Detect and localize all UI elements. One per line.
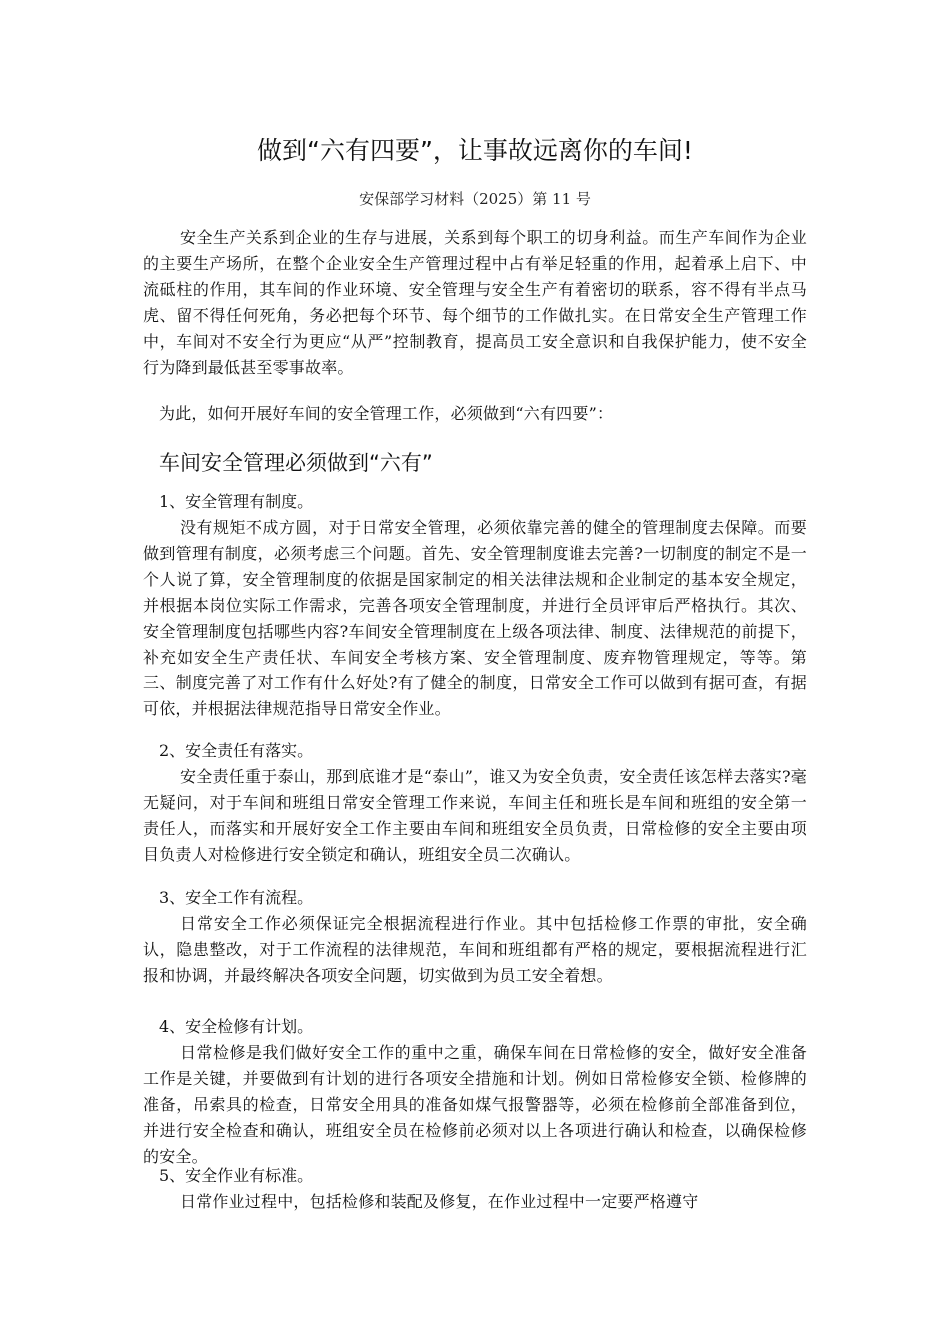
item-2-text: 安全责任重于泰山，那到底谁才是“泰山”，谁又为安全负责，安全责任该怎样去落实?毫无疑问，对于车间和班组日常安全管理工作来说，车间主任和班长是车间和班组的安全第一责任人，而落实和开展好安全工作主要由车间和班组安全员负责，日常检修的安全主要由项目负责人对检修进行安全锁定和确认，班组安全员二次确认。 xyxy=(143,767,807,864)
item-1-text: 没有规矩不成方圆，对于日常安全管理，必须依靠完善的健全的管理制度去保障。而要做到管理有制度，必须考虑三个问题。首先、安全管理制度谁去完善?一切制度的制定不是一个人说了算，安全管理制度的依据是国家制定的相关法律法规和企业制定的基本安全规定，并根据本岗位实际工作需求，完善各项安全管理制度，并进行全员评审后严格执行。其次、安全管理制度包括哪些内容?车间安全管理制度在上级各项法律、制度、法律规范的前提下，补充如安全生产责任状、车间安全考核方案、安全管理制度、废弃物管理规定，等等。第三、制度完善了对工作有什么好处?有了健全的制度，日常安全工作可以做到有据可查，有据可依，并根据法律规范指导日常安全作业。 xyxy=(143,518,807,719)
item-3-heading: 3、安全工作有流程。 xyxy=(159,888,314,907)
lead-paragraph: 为此，如何开展好车间的安全管理工作，必须做到“六有四要”： xyxy=(159,404,614,423)
item-4-text: 日常检修是我们做好安全工作的重中之重，确保车间在日常检修的安全，做好安全准备工作是关键，并要做到有计划的进行各项安全措施和计划。例如日常检修安全锁、检修牌的准备，吊索具的检查，日常安全用具的准备如煤气报警器等，必须在检修前全部准备到位，并进行安全检查和确认，班组安全员在检修前必须对以上各项进行确认和检查，以确保检修的安全。 xyxy=(143,1043,807,1166)
item-5-heading: 5、安全作业有标准。 xyxy=(159,1166,314,1185)
item-4-heading: 4、安全检修有计划。 xyxy=(159,1017,314,1036)
document-title: 做到“六有四要”，让事故远离你的车间! xyxy=(257,136,693,165)
section-heading: 车间安全管理必须做到“六有” xyxy=(159,451,433,475)
item-1-heading: 1、安全管理有制度。 xyxy=(159,492,314,511)
item-5-text: 日常作业过程中，包括检修和装配及修复，在作业过程中一定要严格遵守 xyxy=(180,1192,699,1211)
item-2-heading: 2、安全责任有落实。 xyxy=(159,741,314,760)
intro-paragraph: 安全生产关系到企业的生存与进展，关系到每个职工的切身利益。而生产车间作为企业的主要生产场所，在整个企业安全生产管理过程中占有举足轻重的作用，起着承上启下、中流砥柱的作用，其车间的作业环境、安全管理与安全生产有着密切的联系，容不得有半点马虎、留不得任何死角，务必把每个环节、每个细节的工作做扎实。在日常安全生产管理工作中，车间对不安全行为更应“从严”控制教育，提高员工安全意识和自我保护能力，使不安全行为降到最低甚至零事故率。 xyxy=(143,228,807,377)
document-subtitle: 安保部学习材料（2025）第 11 号 xyxy=(359,190,591,208)
item-3-text: 日常安全工作必须保证完全根据流程进行作业。其中包括检修工作票的审批，安全确认，隐患整改，对于工作流程的法律规范，车间和班组都有严格的规定，要根据流程进行汇报和协调，并最终解决各项安全问题，切实做到为员工安全着想。 xyxy=(143,914,807,985)
